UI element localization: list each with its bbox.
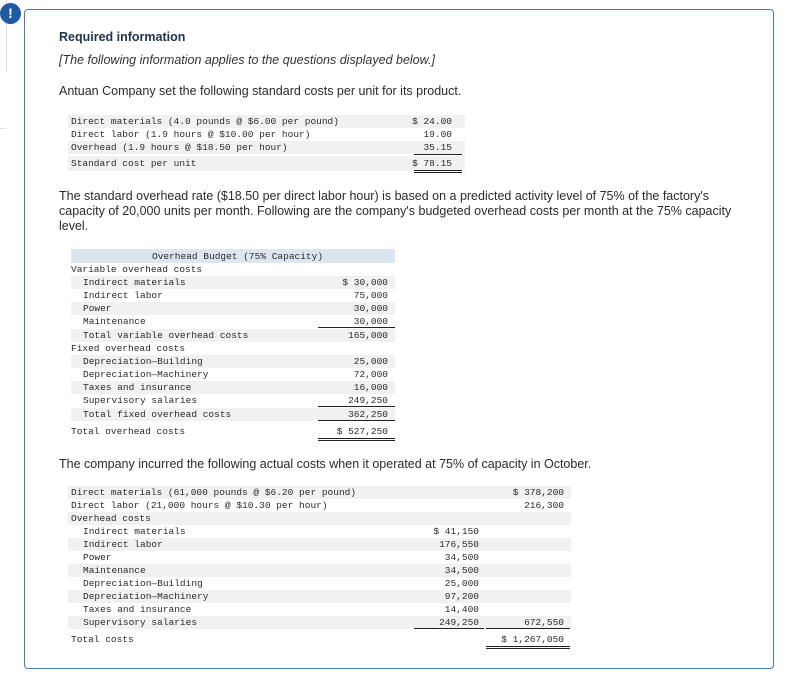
actual-overhead-header: Overhead costs: [71, 513, 151, 524]
budget-item-value: 249,250: [348, 395, 388, 406]
actual-item-label: Indirect materials: [83, 526, 186, 537]
actual-item-value: 97,200: [444, 591, 479, 602]
overhead-paragraph: capacity of 20,000 units per month. Following are the company's budgeted overhead costs per month at the 75% capacity: [59, 204, 732, 218]
actual-intro-text: The company incurred the following actual costs when it operated at 75% of capacity in October.: [59, 457, 592, 471]
actual-item-label: Indirect labor: [83, 539, 163, 550]
instruction-note: [The following information applies to the questions displayed below.]: [59, 53, 435, 67]
actual-item-value: 25,000: [444, 578, 479, 589]
actual-item-value: 249,250: [439, 617, 479, 628]
std-row-label: Direct materials (4.0 pounds @ $6.00 per pound): [71, 116, 339, 127]
total-costs-label: Total costs: [71, 634, 134, 645]
budget-title: Overhead Budget (75% Capacity): [152, 251, 324, 262]
budget-total-value: $ 527,250: [336, 426, 388, 437]
budget-item-value: 72,000: [353, 369, 388, 380]
overhead-paragraph: level.: [59, 219, 89, 233]
actual-item-label: Supervisory salaries: [83, 617, 198, 628]
intro-text: Antuan Company set the following standard costs per unit for its product.: [59, 84, 462, 98]
variable-header: Variable overhead costs: [71, 264, 203, 275]
required-info-heading: Required information: [59, 30, 186, 44]
side-rule-divider: [0, 128, 6, 129]
std-row-value: $ 24.00: [412, 116, 452, 127]
actual-item-label: Maintenance: [83, 565, 146, 576]
budget-item-label: Supervisory salaries: [83, 395, 198, 406]
budget-item-label: Maintenance: [83, 316, 146, 327]
actual-item-label: Taxes and insurance: [83, 604, 192, 615]
actual-item-value: 176,550: [439, 539, 479, 550]
budget-total-label: Total overhead costs: [71, 426, 186, 437]
budget-item-label: Depreciation—Building: [83, 356, 203, 367]
budget-item-value: 16,000: [353, 382, 388, 393]
actual-item-value: $ 41,150: [433, 526, 479, 537]
alert-icon: !: [0, 3, 21, 24]
std-total-label: Standard cost per unit: [71, 158, 197, 169]
actual-item-value: 34,500: [444, 552, 479, 563]
actual-item-label: Depreciation—Machinery: [83, 591, 209, 602]
fixed-total-value: 362,250: [348, 409, 388, 420]
budget-item-label: Taxes and insurance: [83, 382, 192, 393]
budget-item-label: Indirect materials: [83, 277, 186, 288]
actual-item-value: 14,400: [444, 604, 479, 615]
overhead-paragraph: The standard overhead rate ($18.50 per direct labor hour) is based on a predicted activity level of 75% of the factory's: [59, 189, 709, 203]
std-row-label: Direct labor (1.9 hours @ $10.00 per hour): [71, 129, 311, 140]
actual-item-label: Depreciation—Building: [83, 578, 203, 589]
fixed-header: Fixed overhead costs: [71, 343, 186, 354]
budget-item-value: 25,000: [353, 356, 388, 367]
actual-item-label: Power: [83, 552, 112, 563]
actual-dm-value: $ 378,200: [512, 487, 564, 498]
actual-dl-value: 216,300: [524, 500, 564, 511]
variable-total-value: 165,000: [348, 330, 388, 341]
std-row-value: 19.00: [423, 129, 452, 140]
actual-dm-label: Direct materials (61,000 pounds @ $6.20 per pound): [71, 487, 357, 498]
budget-item-label: Power: [83, 303, 112, 314]
std-total-value: $ 78.15: [412, 158, 452, 169]
budget-item-label: Indirect labor: [83, 290, 163, 301]
variable-total-label: Total variable overhead costs: [83, 330, 249, 341]
std-row-label: Overhead (1.9 hours @ $18.50 per hour): [71, 142, 288, 153]
budget-item-label: Depreciation—Machinery: [83, 369, 209, 380]
budget-item-value: 75,000: [353, 290, 388, 301]
budget-item-value: $ 30,000: [342, 277, 388, 288]
actual-item-value: 34,500: [444, 565, 479, 576]
actual-dl-label: Direct labor (21,000 hours @ $10.30 per hour): [71, 500, 328, 511]
budget-item-value: 30,000: [353, 316, 388, 327]
fixed-total-label: Total fixed overhead costs: [83, 409, 232, 420]
actual-overhead-total: 672,550: [524, 617, 564, 628]
std-row-value: 35.15: [423, 142, 452, 153]
total-costs-value: $ 1,267,050: [501, 634, 564, 645]
budget-item-value: 30,000: [353, 303, 388, 314]
